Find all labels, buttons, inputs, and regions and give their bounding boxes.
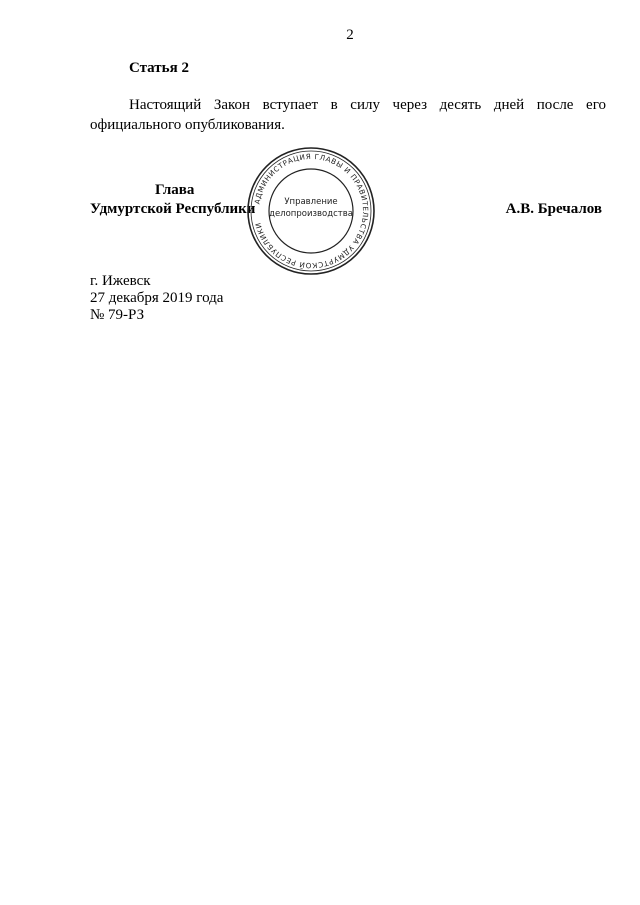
official-seal	[246, 146, 376, 276]
seal-ring-text: АДМИНИСТРАЦИЯ ГЛАВЫ И ПРАВИТЕЛЬСТВА УДМУРТСКОЙ РЕСПУБЛИКИ	[252, 151, 371, 271]
seal-center-line1: Управление	[284, 197, 338, 207]
footer-date: 27 декабря 2019 года	[90, 290, 224, 306]
footer-number: № 79-РЗ	[90, 307, 145, 323]
seal-graphic	[246, 146, 376, 276]
signature-name: А.В. Бречалов	[505, 201, 602, 217]
signature-title: Глава	[155, 182, 195, 198]
article-title: Статья 2	[129, 60, 189, 76]
signature-organization: Удмуртской Республики	[90, 201, 256, 217]
footer-city: г. Ижевск	[90, 273, 151, 289]
article-paragraph: Настоящий Закон вступает в силу через десять дней после его официального опубликования.	[90, 97, 606, 133]
seal-center-line2: делопроизводства	[269, 209, 353, 219]
page-number: 2	[346, 27, 354, 43]
